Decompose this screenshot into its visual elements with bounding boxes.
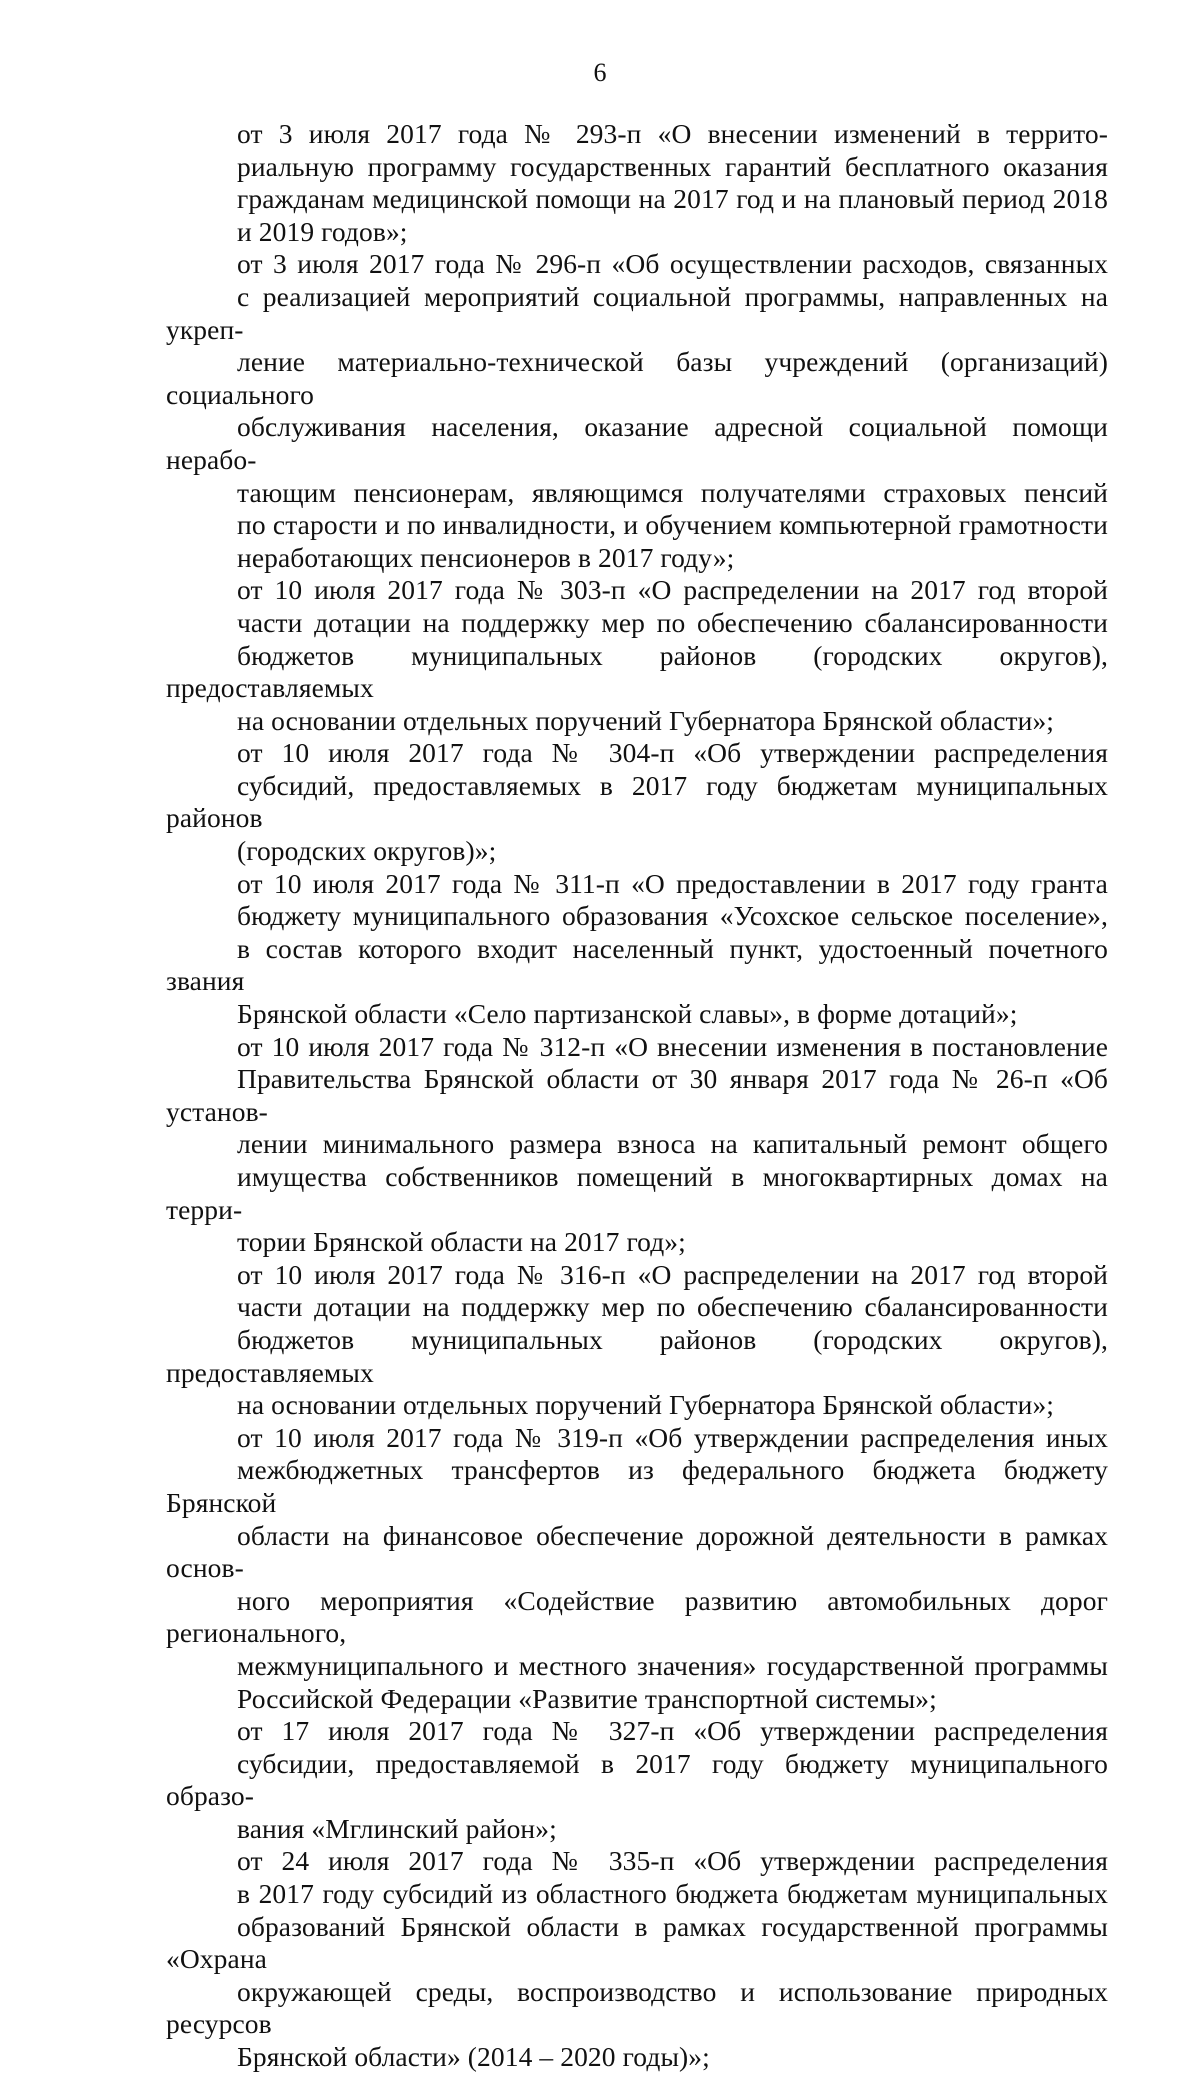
text-line: с реализацией мероприятий социальной программы, направленных на укреп- [166,280,1108,345]
paragraph [166,1259,1108,1422]
text-line: гражданам медицинской помощи на 2017 год и на плановый период 2018 [237,183,1108,215]
text-line: (городских округов)»; [237,835,497,867]
text-line: Российской Федерации «Развитие транспортной системы»; [237,1682,937,1714]
text-line: окружающей среды, воспроизводство и использование природных ресурсов [166,1975,1108,2040]
text-line: от 10 июля 2017 года № 311-п «О предоставлении в 2017 году гранта [237,867,1108,899]
text-line: на основании отдельных поручений Губернатора Брянской области»; [237,704,1055,736]
text-line: обслуживания населения, оказание адресной социальной помощи нерабо- [166,411,1108,475]
text-line: лении минимального размера взноса на капитальный ремонт общего [237,1128,1108,1160]
text-line: Правительства Брянской области от 30 января 2017 года № 26-п «Об установ- [166,1063,1108,1127]
paragraph [166,1715,1108,1845]
paragraph [166,1422,1108,1715]
text-line: риальную программу государственных гарантий бесплатного оказания [237,150,1108,182]
text-line: тории Брянской области на 2017 год»; [237,1226,686,1258]
paragraph [166,118,1108,248]
paragraph [166,868,1108,1031]
text-line: на основании отдельных поручений Губернатора Брянской области»; [237,1389,1055,1421]
text-line: ление материально-технической базы учреждений (организаций) социального [166,346,1108,410]
text-line: ного мероприятия «Содействие развитию автомобильных дорог регионального, [166,1584,1108,1649]
text-line: Брянской области» (2014 – 2020 годы)»; [237,2041,710,2073]
text-line: от 10 июля 2017 года № 304-п «Об утверждении распределения [237,737,1108,769]
text-line: от 10 июля 2017 года № 319-п «Об утверждении распределения иных [237,1421,1108,1453]
text-line: межмуниципального и местного значения» государственной программы [237,1649,1108,1681]
text-line: бюджету муниципального образования «Усохское сельское поселение», [237,900,1108,932]
text-line: субсидий, предоставляемых в 2017 году бюджетам муниципальных районов [166,769,1108,834]
text-line: части дотации на поддержку мер по обеспечению сбалансированности [237,606,1108,638]
text-line: Брянской области «Село партизанской славы», в форме дотаций»; [237,998,1018,1030]
page-number: 6 [593,58,607,87]
text-line: от 24 июля 2017 года № 335-п «Об утверждении распределения [237,1845,1108,1877]
text-line: по старости и по инвалидности, и обучением компьютерной грамотности [237,509,1108,541]
text-line: имущества собственников помещений в многоквартирных домах на терри- [166,1161,1108,1225]
text-line: от 17 июля 2017 года № 327-п «Об утверждении распределения [237,1715,1108,1747]
document-body [166,118,1108,2074]
text-line: вания «Мглинский район»; [237,1812,557,1844]
text-line: в состав которого входит населенный пункт, удостоенный почетного звания [166,932,1108,997]
text-line: в 2017 году субсидий из областного бюджета бюджетам муниципальных [237,1878,1108,1910]
text-line: и 2019 годов»; [237,215,408,247]
paragraph [166,1031,1108,1259]
text-line: от 3 июля 2017 года № 293-п «О внесении изменений в террито- [237,118,1108,149]
text-line: образований Брянской области в рамках государственной программы «Охрана [166,1910,1108,1975]
text-line: бюджетов муниципальных районов (городских округов), предоставляемых [166,1323,1108,1388]
text-line: от 10 июля 2017 года № 316-п «О распределении на 2017 год второй [237,1258,1108,1290]
paragraph [166,574,1108,737]
paragraph [166,248,1108,574]
text-line: субсидии, предоставляемой в 2017 году бюджету муниципального образо- [166,1747,1108,1812]
text-line: бюджетов муниципальных районов (городских округов), предоставляемых [166,639,1108,704]
text-line: от 10 июля 2017 года № 312-п «О внесении изменения в постановление [237,1030,1108,1062]
text-line: тающим пенсионерам, являющимся получателями страховых пенсий [237,476,1108,508]
text-line: от 3 июля 2017 года № 296-п «Об осуществлении расходов, связанных [237,248,1108,280]
paragraph [166,1845,1108,2073]
paragraph [166,737,1108,867]
text-line: области на финансовое обеспечение дорожной деятельности в рамках основ- [166,1519,1108,1584]
text-line: межбюджетных трансфертов из федерального бюджета бюджету Брянской [166,1454,1108,1518]
text-line: части дотации на поддержку мер по обеспечению сбалансированности [237,1291,1108,1323]
text-line: от 10 июля 2017 года № 303-п «О распределении на 2017 год второй [237,574,1108,606]
text-line: неработающих пенсионеров в 2017 году»; [237,541,735,573]
